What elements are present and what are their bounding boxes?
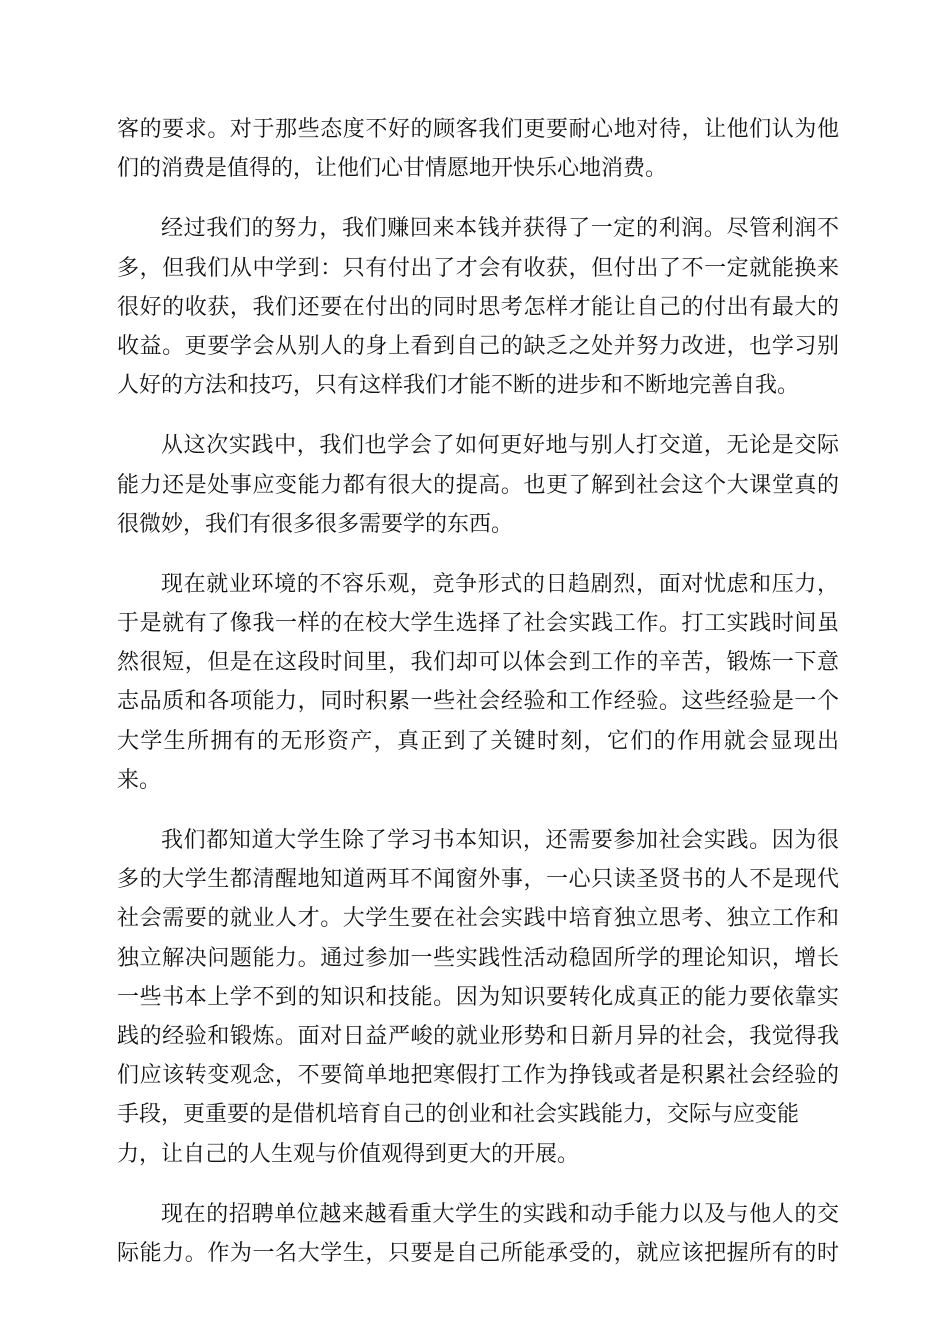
text-line: 经过我们的努力，我们赚回来本钱并获得了一定的利润。尽管利润不 xyxy=(161,216,839,242)
text-line: 于是就有了像我一样的在校大学生选择了社会实践工作。打工实践时间虽 xyxy=(117,611,839,637)
paragraph-4 xyxy=(117,565,839,800)
text-line: 独立解决问题能力。通过参加一些实践性活动稳固所学的理论知识，增长 xyxy=(117,945,839,971)
text-line: 力，让自己的人生观与价值观得到更大的开展。 xyxy=(117,1141,580,1167)
text-line: 客的要求。对于那些态度不好的顾客我们更要耐心地对待，让他们认为他 xyxy=(117,117,839,142)
text-line: 现在的招聘单位越来越看重大学生的实践和动手能力以及与他人的交 xyxy=(161,1201,839,1227)
document-body xyxy=(117,110,839,1273)
paragraph-1 xyxy=(117,110,839,188)
text-line: 一些书本上学不到的知识和技能。因为知识要转化成真正的能力要依靠实 xyxy=(117,984,839,1010)
text-line: 践的经验和锻炼。面对日益严峻的就业形势和日新月异的社会，我觉得我 xyxy=(117,1023,839,1049)
text-line: 多的大学生都清醒地知道两耳不闻窗外事，一心只读圣贤书的人不是现代 xyxy=(117,867,839,893)
text-line: 从这次实践中，我们也学会了如何更好地与别人打交道，无论是交际 xyxy=(161,433,839,459)
text-line: 现在就业环境的不容乐观，竞争形式的日趋剧烈，面对忧虑和压力， xyxy=(161,571,839,597)
paragraph-2 xyxy=(117,209,839,405)
text-line: 很好的收获，我们还要在付出的同时思考怎样才能让自己的付出有最大的 xyxy=(117,294,839,320)
text-line: 们应该转变观念，不要简单地把寒假打工作为挣钱或者是积累社会经验的 xyxy=(117,1063,839,1089)
text-line: 多，但我们从中学到：只有付出了才会有收获，但付出了不一定就能换来 xyxy=(117,255,839,281)
text-line: 然很短，但是在这段时间里，我们却可以体会到工作的辛苦，锻炼一下意 xyxy=(117,650,839,676)
text-line: 大学生所拥有的无形资产，真正到了关键时刻，它们的作用就会显现出 xyxy=(117,728,839,754)
text-line: 很微妙，我们有很多很多需要学的东西。 xyxy=(117,511,514,537)
paragraph-5 xyxy=(117,821,839,1174)
text-line: 我们都知道大学生除了学习书本知识，还需要参加社会实践。因为很 xyxy=(161,828,839,853)
text-line: 们的消费是值得的，让他们心甘情愿地开快乐心地消费。 xyxy=(117,156,668,182)
text-line: 际能力。作为一名大学生，只要是自己所能承受的，就应该把握所有的时 xyxy=(117,1240,839,1266)
text-line: 手段，更重要的是借机培育自己的创业和社会实践能力，交际与应变能 xyxy=(117,1102,800,1128)
text-line: 社会需要的就业人才。大学生要在社会实践中培育独立思考、独立工作和 xyxy=(117,906,839,932)
paragraph-6 xyxy=(117,1195,839,1273)
paragraph-3 xyxy=(117,426,839,544)
text-line: 收益。更要学会从别人的身上看到自己的缺乏之处并努力改进，也学习别 xyxy=(117,333,839,359)
text-line: 志品质和各项能力，同时积累一些社会经验和工作经验。这些经验是一个 xyxy=(117,689,839,715)
text-line: 来。 xyxy=(117,767,162,793)
text-line: 能力还是处事应变能力都有很大的提高。也更了解到社会这个大课堂真的 xyxy=(117,472,839,498)
text-line: 人好的方法和技巧，只有这样我们才能不断的进步和不断地完善自我。 xyxy=(117,373,800,399)
